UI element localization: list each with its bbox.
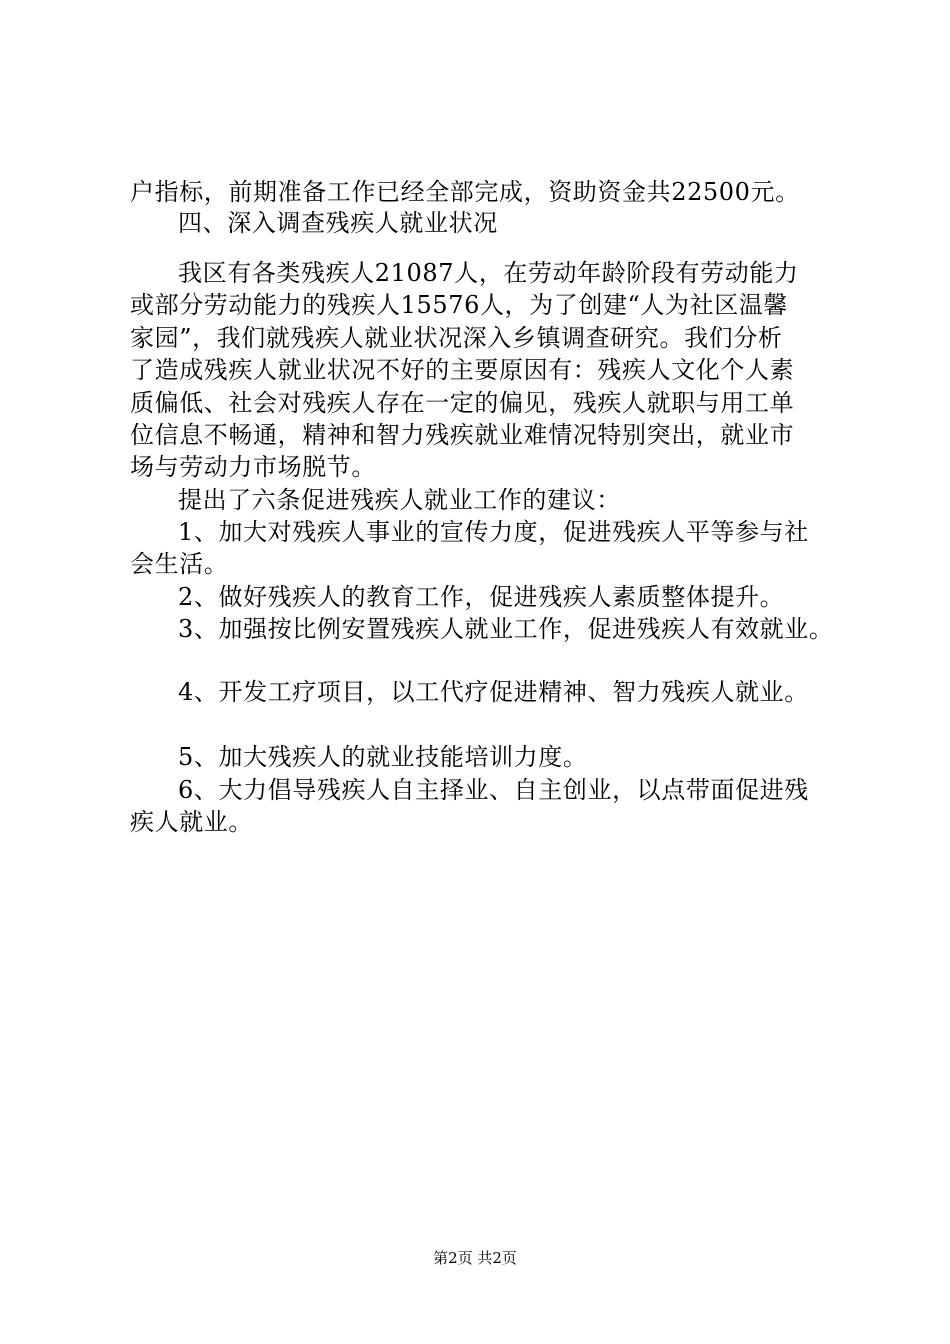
list-item: 5、加大残疾人的就业技能培训力度。 <box>178 743 588 771</box>
list-item: 2、做好残疾人的教育工作，促进残疾人素质整体提升。 <box>178 583 785 611</box>
list-item: 1、加大对残疾人事业的宣传力度，促进残疾人平等参与社 <box>178 518 809 546</box>
text-line: 提出了六条促进残疾人就业工作的建议： <box>178 486 621 514</box>
text-line: 或部分劳动能力的残疾人15576人，为了创建“人为社区温馨 <box>130 291 789 319</box>
list-item: 4、开发工疗项目，以工代疗促进精神、智力残疾人就业。 <box>178 678 809 706</box>
list-item-continuation: 疾人就业。 <box>130 808 253 836</box>
section-heading: 四、深入调查残疾人就业状况 <box>178 209 498 237</box>
text-line: 场与劳动力市场脱节。 <box>130 453 376 481</box>
text-line: 我区有各类残疾人21087人，在劳动年龄阶段有劳动能力 <box>178 259 799 287</box>
text-line: 位信息不畅通，精神和智力残疾就业难情况特别突出，就业市 <box>130 421 795 449</box>
list-item: 3、加强按比例安置残疾人就业工作，促进残疾人有效就业。 <box>178 615 834 643</box>
list-item: 6、大力倡导残疾人自主择业、自主创业，以点带面促进残 <box>178 776 809 804</box>
page-number-footer: 第2页 共2页 <box>433 1249 517 1267</box>
text-line: 质偏低、社会对残疾人存在一定的偏见，残疾人就职与用工单 <box>130 389 795 417</box>
text-line: 了造成残疾人就业状况不好的主要原因有：残疾人文化个人素 <box>130 356 795 384</box>
text-line: 家园”，我们就残疾人就业状况深入乡镇调查研究。我们分析 <box>130 324 783 352</box>
list-item-continuation: 会生活。 <box>130 550 229 578</box>
text-line: 户指标，前期准备工作已经全部完成，资助资金共22500元。 <box>130 178 800 206</box>
